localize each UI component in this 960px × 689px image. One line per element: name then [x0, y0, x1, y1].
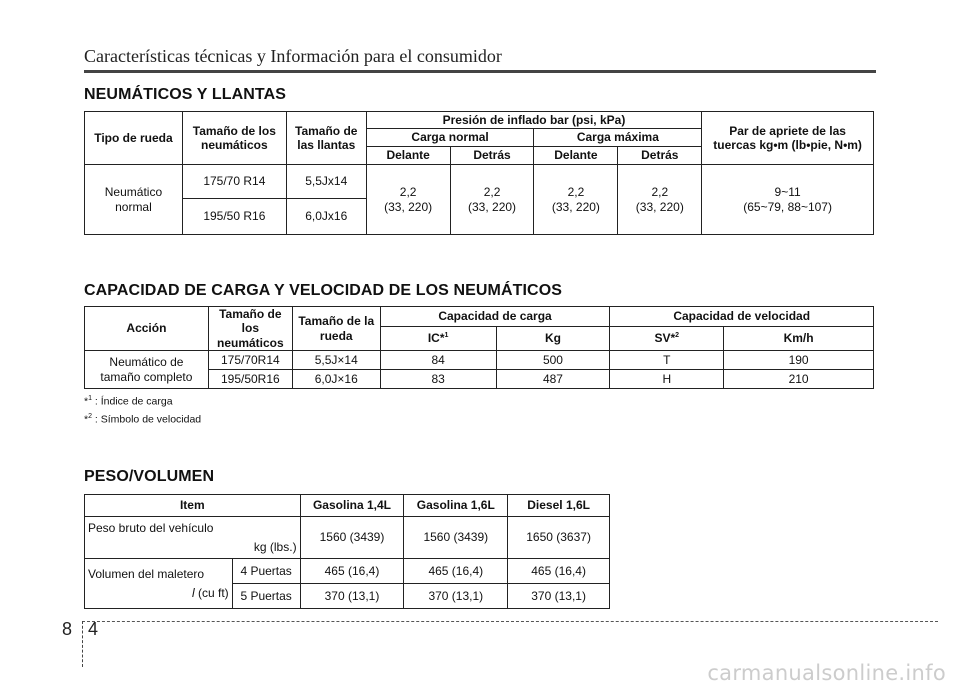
- header-delante: Delante: [366, 147, 450, 165]
- header-tamano-rueda: Tamaño de la rueda: [292, 307, 380, 351]
- cell-presion: 2,2 (33, 220): [618, 165, 702, 235]
- cell-ic: 83: [380, 370, 496, 389]
- cell-kg: 500: [496, 351, 610, 370]
- page-number-page: 4: [88, 619, 99, 639]
- cell-ic: 84: [380, 351, 496, 370]
- cell-kg: 487: [496, 370, 610, 389]
- weight-volume-table: [84, 494, 610, 609]
- cell-sv: T: [610, 351, 724, 370]
- cell-volumen: 465 (16,4): [404, 559, 508, 584]
- cell-volumen: 370 (13,1): [404, 584, 508, 609]
- cell-volumen: 370 (13,1): [508, 584, 610, 609]
- cell-kmh: 210: [724, 370, 874, 389]
- cell-volumen: 370 (13,1): [300, 584, 404, 609]
- footer-dashed-rule: [82, 621, 938, 622]
- section-title-tires: NEUMÁTICOS Y LLANTAS: [84, 86, 287, 103]
- page-number-chapter: 8: [62, 619, 73, 639]
- header-item: Item: [85, 495, 301, 517]
- tires-rims-table: [84, 111, 874, 235]
- header-detras: Detrás: [450, 147, 534, 165]
- header-sv: SV*$^2$: [610, 326, 724, 351]
- cell-peso-label: Peso bruto del vehículo kg (lbs.): [85, 517, 301, 559]
- cell-tamano: 175/70R14: [208, 351, 292, 370]
- cell-5-puertas: 5 Puertas: [232, 584, 300, 609]
- cell-llanta: 5,5Jx14: [286, 165, 366, 199]
- header-gasolina-16: Gasolina 1,6L: [404, 495, 508, 517]
- footer-dashed-divider: [82, 621, 83, 667]
- header-carga-maxima: Carga máxima: [534, 129, 702, 147]
- watermark: carmanualsonline.info: [707, 661, 946, 685]
- header-capacidad-velocidad: Capacidad de velocidad: [610, 307, 874, 327]
- header-ic: IC*$^1$: [380, 326, 496, 351]
- cell-volumen: 465 (16,4): [508, 559, 610, 584]
- cell-llanta: 6,0Jx16: [286, 199, 366, 235]
- cell-presion: 2,2 (33, 220): [450, 165, 534, 235]
- cell-tamano: 195/50 R16: [182, 199, 286, 235]
- header-tamano-llantas: Tamaño de las llantas: [286, 112, 366, 165]
- header-carga-normal: Carga normal: [366, 129, 534, 147]
- section-title-load-speed: CAPACIDAD DE CARGA Y VELOCIDAD DE LOS NEUMÁTICOS: [84, 282, 563, 299]
- header-tamano-neumaticos: Tamaño de los neumáticos: [182, 112, 286, 165]
- cell-accion: Neumático de tamaño completo: [85, 351, 209, 389]
- header-detras: Detrás: [618, 147, 702, 165]
- header-diesel-16: Diesel 1,6L: [508, 495, 610, 517]
- cell-4-puertas: 4 Puertas: [232, 559, 300, 584]
- section-title-weight-volume: PESO/VOLUMEN: [84, 468, 215, 485]
- header-par-apriete: Par de apriete de las tuercas kg•m (lb•pie, N•m): [702, 112, 874, 165]
- header-gasolina-14: Gasolina 1,4L: [300, 495, 404, 517]
- cell-presion: 2,2 (33, 220): [534, 165, 618, 235]
- cell-peso: 1650 (3637): [508, 517, 610, 559]
- cell-volumen: 465 (16,4): [300, 559, 404, 584]
- load-speed-table: [84, 306, 874, 389]
- cell-kmh: 190: [724, 351, 874, 370]
- header-rule: [84, 70, 876, 73]
- cell-peso: 1560 (3439): [404, 517, 508, 559]
- header-capacidad-carga: Capacidad de carga: [380, 307, 610, 327]
- header-tamano-neumaticos: Tamaño de los neumáticos: [208, 307, 292, 351]
- header-kg: Kg: [496, 326, 610, 351]
- footnote-ic: *$^1$ : Índice de carga: [84, 395, 173, 408]
- cell-tamano: 195/50R16: [208, 370, 292, 389]
- cell-peso: 1560 (3439): [300, 517, 404, 559]
- page-header-title: Características técnicas y Información para el consumidor: [84, 46, 502, 66]
- cell-presion: 2,2 (33, 220): [366, 165, 450, 235]
- header-delante: Delante: [534, 147, 618, 165]
- header-tipo-rueda: Tipo de rueda: [85, 112, 183, 165]
- cell-sv: H: [610, 370, 724, 389]
- header-presion: Presión de inflado bar (psi, kPa): [366, 112, 702, 129]
- cell-tipo-rueda: Neumático normal: [85, 165, 183, 235]
- cell-tamano: 175/70 R14: [182, 165, 286, 199]
- footnote-sv: *$^2$ : Símbolo de velocidad: [84, 413, 202, 426]
- header-kmh: Km/h: [724, 326, 874, 351]
- cell-rueda: 6,0J×16: [292, 370, 380, 389]
- header-accion: Acción: [85, 307, 209, 351]
- cell-par-apriete: 9~11 (65~79, 88~107): [702, 165, 874, 235]
- cell-volumen-label: Volumen del maletero l (cu ft): [85, 559, 233, 609]
- cell-rueda: 5,5J×14: [292, 351, 380, 370]
